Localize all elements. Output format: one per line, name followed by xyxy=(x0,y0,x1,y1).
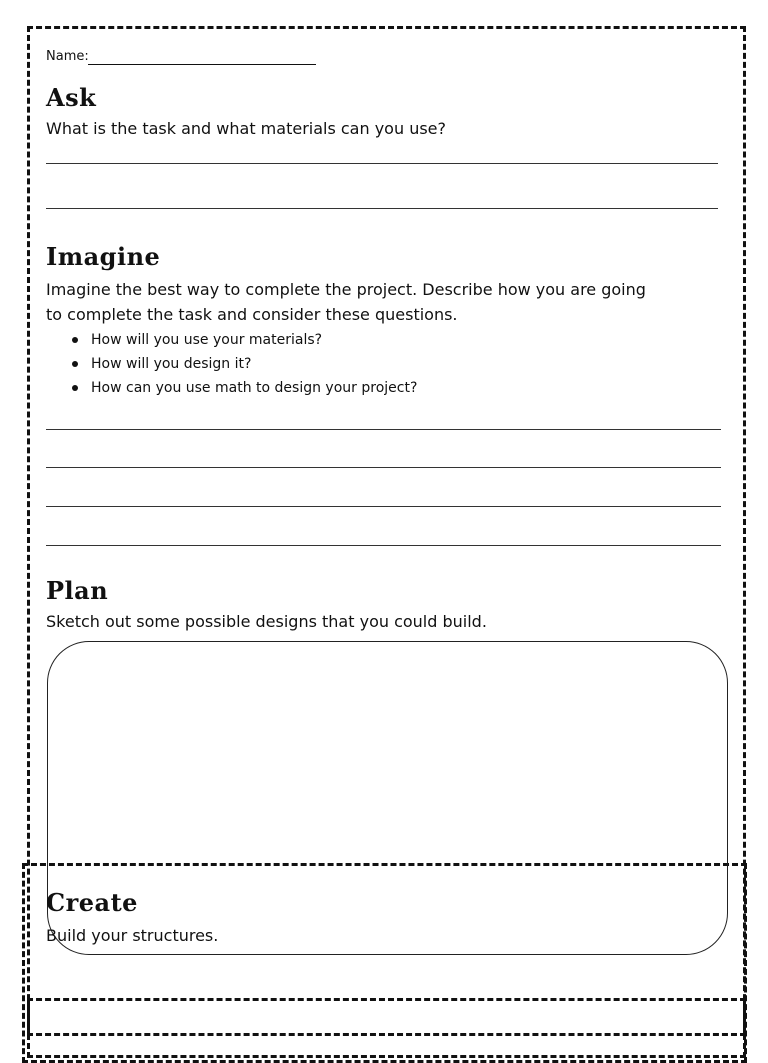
imagine-prompt-line-1: Imagine the best way to complete the project. Describe how you are going xyxy=(46,280,646,299)
bullet-icon xyxy=(72,337,78,343)
question-text: How will you use your materials? xyxy=(91,332,323,348)
bullet-icon xyxy=(72,361,78,367)
question-list-item xyxy=(72,352,417,376)
imagine-answer-line-3[interactable] xyxy=(46,506,721,507)
ask-heading: Ask xyxy=(46,83,97,112)
plan-prompt: Sketch out some possible designs that you could build. xyxy=(46,612,487,631)
question-list-item xyxy=(72,328,417,352)
question-list-item xyxy=(72,376,417,400)
plan-heading: Plan xyxy=(46,576,109,605)
name-label: Name: xyxy=(46,49,89,64)
create-heading: Create xyxy=(46,888,138,917)
ask-answer-line-1[interactable] xyxy=(46,163,718,164)
next-section-border xyxy=(27,998,746,1058)
question-text: How can you use math to design your project? xyxy=(91,380,418,396)
name-field-line[interactable] xyxy=(88,64,316,65)
create-prompt: Build your structures. xyxy=(46,926,219,945)
bullet-icon xyxy=(72,385,78,391)
ask-prompt: What is the task and what materials can you use? xyxy=(46,119,447,138)
imagine-prompt-line-2: to complete the task and consider these questions. xyxy=(46,305,458,324)
imagine-heading: Imagine xyxy=(46,242,161,271)
imagine-answer-line-1[interactable] xyxy=(46,429,721,430)
question-text: How will you design it? xyxy=(91,356,252,372)
imagine-answer-line-2[interactable] xyxy=(46,467,721,468)
ask-answer-line-2[interactable] xyxy=(46,208,718,209)
imagine-question-list xyxy=(72,328,417,400)
sketch-area[interactable] xyxy=(47,641,728,955)
imagine-answer-line-4[interactable] xyxy=(46,545,721,546)
